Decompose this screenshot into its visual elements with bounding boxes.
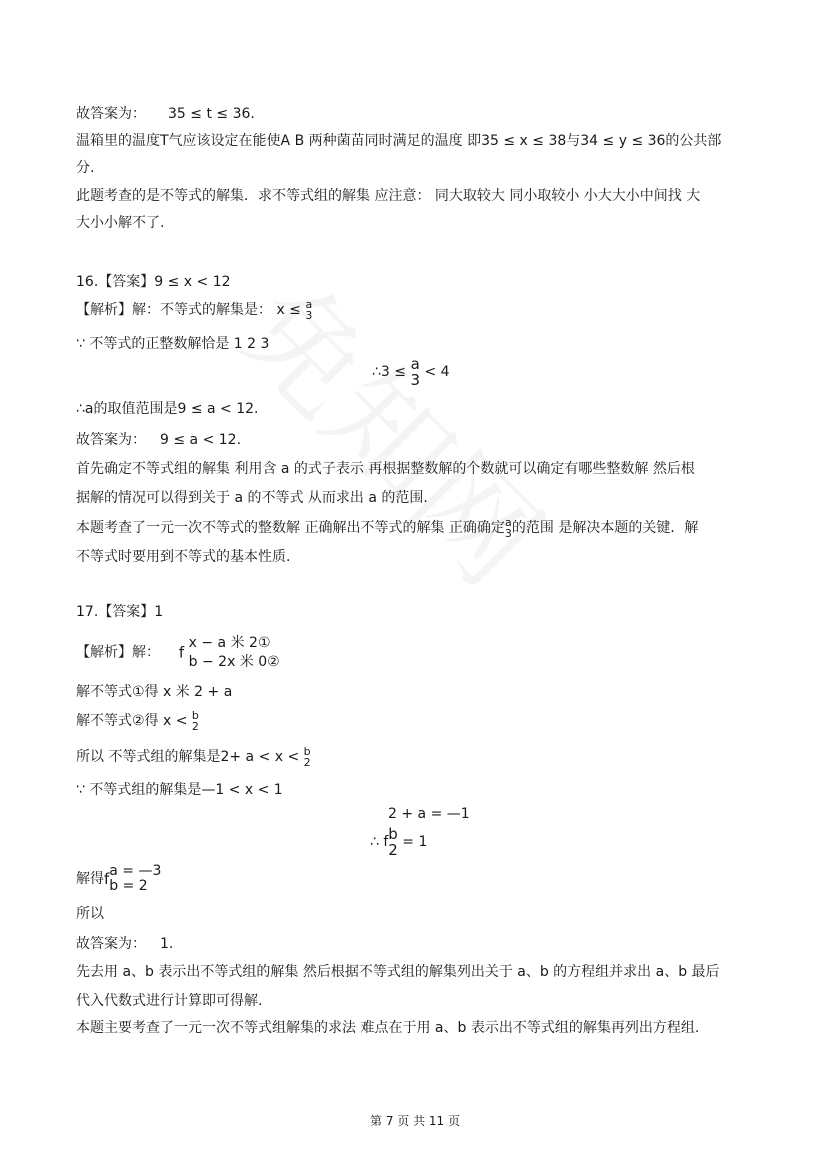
s16-expl-num: a [505,516,512,529]
s17-eq2-num: b [388,825,398,843]
s17-answer-line [76,935,173,953]
s17-result-system [109,864,161,894]
s16-center-num: a [410,355,420,373]
s15-line-2: 温箱里的温度T气应该设定在能使A B 两种菌苗同时满足的温度 即35 ≤ x ≤ 38与34 ≤ y ≤ 36的公共部 [76,133,722,149]
s16-expl-4: 不等式时要用到不等式的基本性质. [76,549,291,565]
s17-result-prefix: 解得 [76,871,104,887]
s17-system [189,634,280,672]
s17-sol-num: b [303,745,311,758]
s16-answer-line [76,431,241,449]
s17-eq2-prefix: ∴ f [370,834,389,850]
s16-int-line: ∵ 不等式的正整数解恰是 1 2 3 [76,336,270,352]
s17-eq2-den: 2 [388,841,398,859]
s17-answer-prefix: 故答案为： [76,936,146,952]
s17-solve2-fraction [192,710,199,732]
s16-range-line: ∴a的取值范围是9 ≤ a < 12. [76,401,259,417]
s15-line-3: 分. [76,160,95,176]
s17-given: ∵ 不等式组的解集是—1 < x < 1 [76,782,283,798]
s16-frac-num: a [305,298,313,311]
s17-solve-1: 解不等式①得 x 米 2 + a [76,684,233,700]
s17-sol-den: 2 [303,756,311,769]
s17-solve2-den: 2 [191,720,199,733]
s16-expl-3a: 本题考查了一元一次不等式的整数解 正确解出不等式的解集 正确确定 [76,520,505,536]
s16-expl-den: 3 [504,527,512,540]
s17-solve-2 [76,710,199,732]
s17-eq-2 [370,826,427,858]
s17-answer-value: 1. [160,936,174,952]
s16-analysis-prefix: 【解析】解：不等式的解集是： x ≤ [76,302,301,318]
page-footer: 第 7 页 共 11 页 [370,1114,460,1128]
s17-sol-fraction [304,746,311,768]
s17-analysis-prefix: 【解析】解： [76,644,160,661]
s15-answer-line [76,105,255,123]
s16-center-ineq [372,356,450,388]
s17-expl-1: 先去用 a、b 表示出不等式组的解集 然后根据不等式组的解集列出关于 a、b 的方程组并求出 a、b 最后 [76,964,720,980]
s17-brace: f [178,643,185,662]
s17-result-1: a = —3 [109,863,162,879]
s17-solve2-prefix: 解不等式②得 x < [76,713,188,729]
s17-result-brace: f [104,870,110,888]
s15-line-4: 此题考查的是不等式的解集．求不等式组的解集 应注意： 同大取较大 同小取较小 小大大小中间找 大 [76,188,701,204]
s15-answer-value: 35 ≤ t ≤ 36. [168,106,255,122]
s16-expl-3b: 的范围 是解决本题的关键．解 [511,520,699,536]
s16-answer-prefix: 故答案为： [76,432,146,448]
s17-eq2-fraction [388,826,398,858]
s17-heading: 17.【答案】1 [76,604,164,620]
s16-expl-2: 据解的情况可以得到关于 a 的不等式 从而求出 a 的范围. [76,490,428,506]
s16-expl-fraction [505,517,512,539]
s17-sys-eq-2: b − 2x 米 0② [188,654,280,670]
s16-expl-1: 首先确定不等式组的解集 利用含 a 的式子表示 再根据整数解的个数就可以确定有哪些整数解 然后根 [76,461,695,477]
s17-result [76,864,161,894]
s17-so: 所以 [76,906,104,922]
s15-line-5: 大小小解不了. [76,215,165,231]
s16-analysis-line [76,299,312,321]
s17-analysis-line [76,634,280,672]
s16-frac-den: 3 [305,309,313,322]
s17-solve2-num: b [191,709,199,722]
s15-answer-prefix: 故答案为： [76,106,146,122]
s16-center-left: ∴3 ≤ [372,364,406,380]
s17-sys-eq-1: x − a 米 2① [188,635,271,651]
s16-center-den: 3 [410,371,420,389]
s16-expl-3 [76,517,698,539]
s16-center-fraction [410,356,420,388]
s17-result-2: b = 2 [109,878,148,894]
s17-eq-1: 2 + a = —1 [388,806,470,822]
s17-solution-set [76,746,311,768]
s17-eq2-suffix: = 1 [402,834,428,850]
s17-expl-3: 本题主要考查了一元一次不等式组解集的求法 难点在于用 a、b 表示出不等式组的解集再列出方程组. [76,1020,700,1036]
s16-fraction [305,299,312,321]
s17-expl-2: 代入代数式进行计算即可得解. [76,993,263,1009]
s17-sol-prefix: 所以 不等式组的解集是2+ a < x < [76,749,300,765]
s16-answer-value: 9 ≤ a < 12. [160,432,242,448]
s16-heading: 16.【答案】9 ≤ x < 12 [76,274,231,290]
s16-center-right: < 4 [424,364,450,380]
